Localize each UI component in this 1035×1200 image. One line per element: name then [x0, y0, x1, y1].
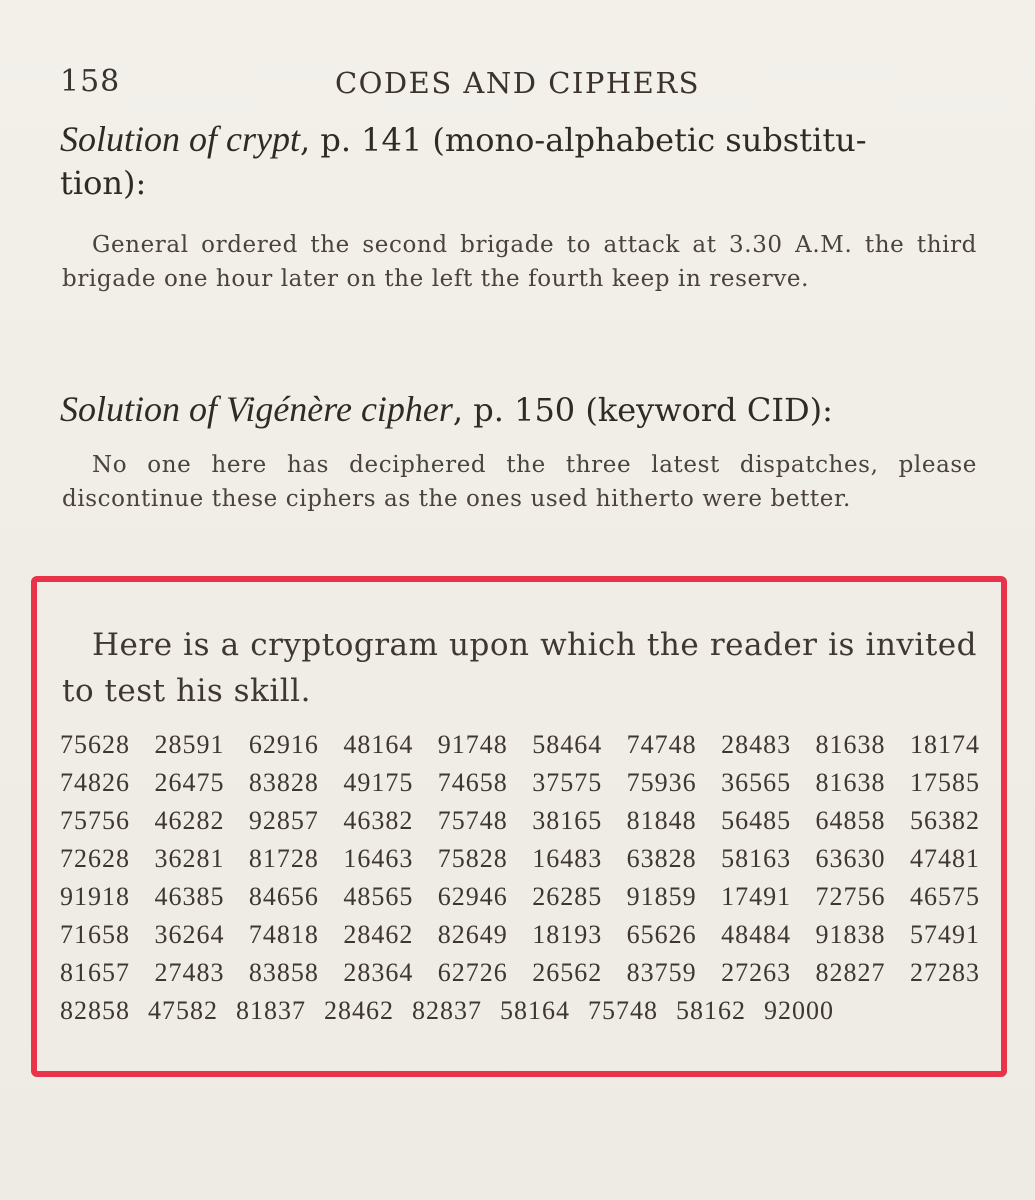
cryptogram-group: 48565: [343, 882, 414, 911]
cryptogram-group: 81848: [626, 806, 697, 835]
cryptogram-group: 75756: [60, 806, 130, 835]
cryptogram-group: 16483: [532, 844, 603, 873]
cryptogram-group: 37575: [532, 768, 603, 797]
cryptogram-group: 28462: [324, 996, 394, 1025]
cryptogram-row: [60, 764, 980, 802]
cryptogram-group: 48164: [343, 730, 414, 759]
cryptogram-row: [60, 916, 980, 954]
cryptogram-row: [60, 802, 980, 840]
cryptogram-group: 38165: [532, 806, 603, 835]
cryptogram-group: 92000: [764, 996, 834, 1025]
cryptogram-group: 91838: [815, 920, 886, 949]
cryptogram-row: [60, 954, 980, 992]
cryptogram-group: 81657: [60, 958, 130, 987]
cryptogram-row: [60, 878, 980, 916]
cryptogram-group: 27283: [909, 958, 980, 987]
cryptogram-group: 58163: [721, 844, 792, 873]
cryptogram-group: 72756: [815, 882, 886, 911]
cryptogram-group: 47481: [909, 844, 980, 873]
cryptogram-group: 75936: [626, 768, 697, 797]
cryptogram-group: 75628: [60, 730, 130, 759]
cryptogram-group: 18174: [909, 730, 980, 759]
cryptogram-grid: [60, 726, 980, 1030]
cryptogram-group: 83858: [248, 958, 319, 987]
cryptogram-group: 36264: [154, 920, 225, 949]
section-title-crypt-continuation: tion):: [60, 164, 147, 202]
cryptogram-group: 62946: [437, 882, 508, 911]
cryptogram-group: 83759: [626, 958, 697, 987]
cryptogram-group: 27263: [721, 958, 792, 987]
cryptogram-group: 28462: [343, 920, 414, 949]
cryptogram-group: 58162: [676, 996, 746, 1025]
cryptogram-group: 46575: [909, 882, 980, 911]
cryptogram-group: 48484: [721, 920, 792, 949]
cryptogram-intro: Here is a cryptogram upon which the reader is invited to test his skill.: [62, 627, 977, 709]
cryptogram-group: 28591: [154, 730, 225, 759]
cryptogram-group: 81837: [236, 996, 306, 1025]
page-number: 158: [60, 64, 121, 99]
cryptogram-group: 82858: [60, 996, 130, 1025]
cryptogram-row: [60, 992, 980, 1030]
cryptogram-group: 62726: [437, 958, 508, 987]
cryptogram-group: 84656: [248, 882, 319, 911]
section-title-vigenere-rest: , p. 150 (keyword CID):: [452, 391, 833, 429]
cryptogram-group: 56485: [721, 806, 792, 835]
cryptogram-group: 74818: [248, 920, 319, 949]
cryptogram-group: 81638: [815, 730, 886, 759]
cryptogram-group: 58164: [500, 996, 570, 1025]
page-header: [60, 64, 975, 104]
cryptogram-group: 81638: [815, 768, 886, 797]
cryptogram-group: 65626: [626, 920, 697, 949]
cryptogram-group: 91918: [60, 882, 130, 911]
running-head: CODES AND CIPHERS: [334, 66, 701, 100]
cryptogram-group: 64858: [815, 806, 886, 835]
cryptogram-group: 17491: [721, 882, 792, 911]
cryptogram-group: 75828: [437, 844, 508, 873]
cryptogram-group: 46382: [343, 806, 414, 835]
section-title-vigenere-italic: Solution of Vigénère cipher: [60, 389, 453, 429]
cryptogram-group: 36565: [721, 768, 792, 797]
cryptogram-group: 49175: [343, 768, 414, 797]
cryptogram-group: 74748: [626, 730, 697, 759]
cryptogram-group: 26285: [532, 882, 603, 911]
cryptogram-group: 71658: [60, 920, 130, 949]
cryptogram-group: 56382: [909, 806, 980, 835]
cryptogram-group: 62916: [248, 730, 319, 759]
cryptogram-group: 28364: [343, 958, 414, 987]
section-title-crypt-italic: Solution of crypt: [60, 119, 300, 159]
cryptogram-group: 16463: [343, 844, 414, 873]
cryptogram-group: 82827: [815, 958, 886, 987]
cryptogram-group: 82837: [412, 996, 482, 1025]
cryptogram-group: 91748: [437, 730, 508, 759]
cryptogram-group: 18193: [532, 920, 603, 949]
cryptogram-group: 63828: [626, 844, 697, 873]
cryptogram-group: 91859: [626, 882, 697, 911]
cryptogram-group: 75748: [437, 806, 508, 835]
vigenere-solution-text: No one here has deciphered the three latest dispatches, please discontinue these ciphers as the ones used hitherto were better.: [62, 452, 977, 512]
cryptogram-group: 27483: [154, 958, 225, 987]
cryptogram-group: 92857: [248, 806, 319, 835]
cryptogram-group: 63630: [815, 844, 886, 873]
cryptogram-group: 82649: [437, 920, 508, 949]
section-title-crypt: [60, 117, 975, 162]
crypt-solution-text: General ordered the second brigade to attack at 3.30 A.M. the third brigade one hour later on the left the fourth keep in reserve.: [62, 232, 977, 292]
cryptogram-group: 58464: [532, 730, 603, 759]
cryptogram-group: 26562: [532, 958, 603, 987]
cryptogram-group: 47582: [148, 996, 218, 1025]
cryptogram-group: 83828: [248, 768, 319, 797]
cryptogram-group: 26475: [154, 768, 225, 797]
cryptogram-row: [60, 726, 980, 764]
cryptogram-group: 46385: [154, 882, 225, 911]
cryptogram-group: 17585: [909, 768, 980, 797]
cryptogram-group: 74658: [437, 768, 508, 797]
cryptogram-group: 46282: [154, 806, 225, 835]
section-title-vigenere: [60, 387, 975, 432]
section-title-crypt-rest: , p. 141 (mono-alphabetic substitu-: [299, 121, 867, 159]
cryptogram-group: 28483: [721, 730, 792, 759]
cryptogram-group: 57491: [909, 920, 980, 949]
cryptogram-row: [60, 840, 980, 878]
cryptogram-group: 81728: [248, 844, 319, 873]
cryptogram-group: 74826: [60, 768, 130, 797]
cryptogram-group: 75748: [588, 996, 658, 1025]
cryptogram-group: 72628: [60, 844, 130, 873]
cryptogram-group: 36281: [154, 844, 225, 873]
